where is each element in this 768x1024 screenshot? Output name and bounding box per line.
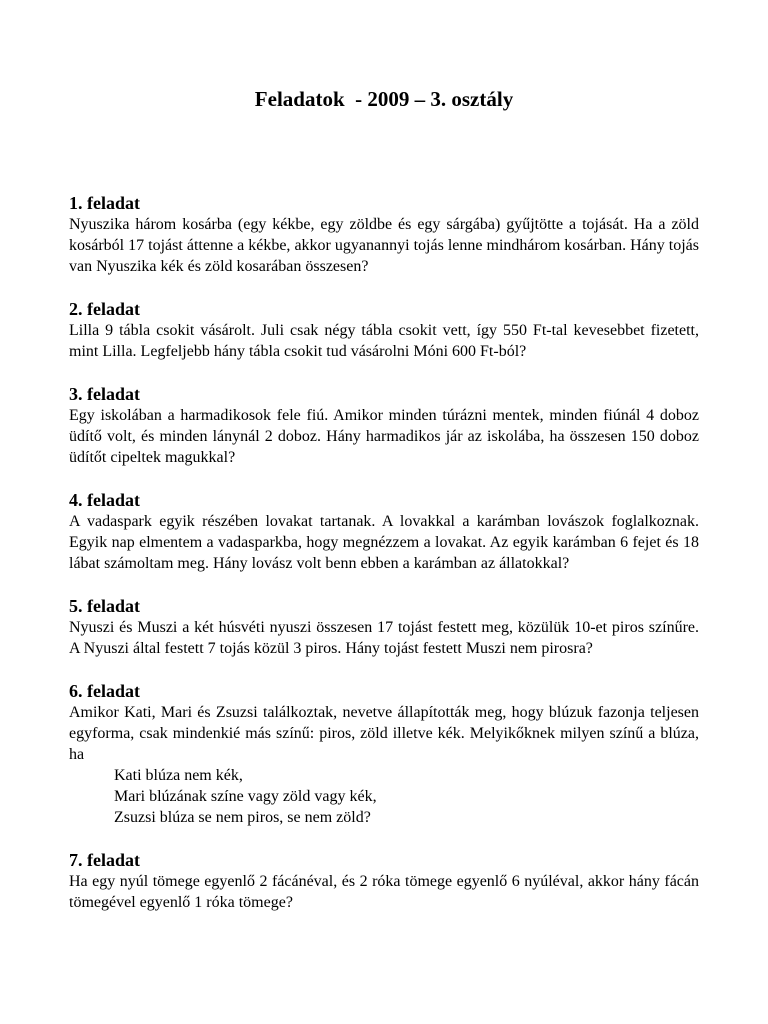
task-heading: 1. feladat — [69, 193, 140, 213]
task-text: Nyuszi és Muszi a két húsvéti nyuszi összesen 17 tojást festett meg, közülük 10-et piros színűre. A Nyuszi által festett 7 tojás közül 3 piros. Hány tojást festett Muszi nem pirosra? — [69, 619, 699, 657]
task-text: Lilla 9 tábla csokit vásárolt. Juli csak négy tábla csokit vett, így 550 Ft-tal kevesebbet fizetett, mint Lilla. Legfeljebb hány tábla csokit tud vásárolni Móni 600 Ft-ból? — [69, 322, 699, 360]
task-heading: 5. feladat — [69, 596, 140, 616]
condition-line: Kati blúza nem kék, — [114, 767, 243, 784]
task-heading: 4. feladat — [69, 490, 140, 510]
condition-line: Zsuzsi blúza se nem piros, se nem zöld? — [114, 809, 371, 826]
task-list — [69, 192, 699, 934]
task-text: A vadaspark egyik részében lovakat tartanak. A lovakkal a karámban lovászok foglalkoznak. Egyik nap elmentem a vadasparkba, hogy megnézzem a lovakat. Az egyik karámban 6 fejet és 18 lábat számoltam meg. Hány lovász volt benn ebben a karámban az állatokkal? — [69, 513, 699, 572]
task-heading: 3. feladat — [69, 384, 140, 404]
task-text: Ha egy nyúl tömege egyenlő 2 fácánéval, és 2 róka tömege egyenlő 6 nyúléval, akkor hány fácán tömegével egyenlő 1 róka tömege? — [69, 873, 699, 911]
condition-list — [69, 765, 699, 828]
task-text: Nyuszika három kosárba (egy kékbe, egy zöldbe és egy sárgába) gyűjtötte a tojását. Ha a zöld kosárból 17 tojást áttenne a kékbe, akkor ugyanannyi tojás lenne mindhárom kosárban. Hány tojás van Nyuszika kék és zöld kosarában összesen? — [69, 216, 699, 275]
condition-line: Mari blúzának színe vagy zöld vagy kék, — [114, 788, 377, 805]
task-7 — [69, 849, 699, 913]
task-5 — [69, 595, 699, 659]
task-text: Amikor Kati, Mari és Zsuzsi találkoztak, nevetve állapították meg, hogy blúzuk fazonja teljesen egyforma, csak mindenkié más színű: piros, zöld illetve kék. Melyikőknek milyen színű a blúza, ha — [69, 704, 699, 763]
task-3 — [69, 383, 699, 468]
task-text: Egy iskolában a harmadikosok fele fiú. Amikor minden túrázni mentek, minden fiúnál 4 doboz üdítő volt, és minden lánynál 2 doboz. Hány harmadikos jár az iskolába, ha összesen 150 doboz üdítőt cipeltek magukkal? — [69, 407, 699, 466]
task-heading: 7. feladat — [69, 850, 140, 870]
task-6 — [69, 680, 699, 828]
document-title: Feladatok - 2009 – 3. osztály — [254, 87, 514, 111]
task-1 — [69, 192, 699, 277]
task-2 — [69, 298, 699, 362]
task-heading: 6. feladat — [69, 681, 140, 701]
task-4 — [69, 489, 699, 574]
task-heading: 2. feladat — [69, 299, 140, 319]
